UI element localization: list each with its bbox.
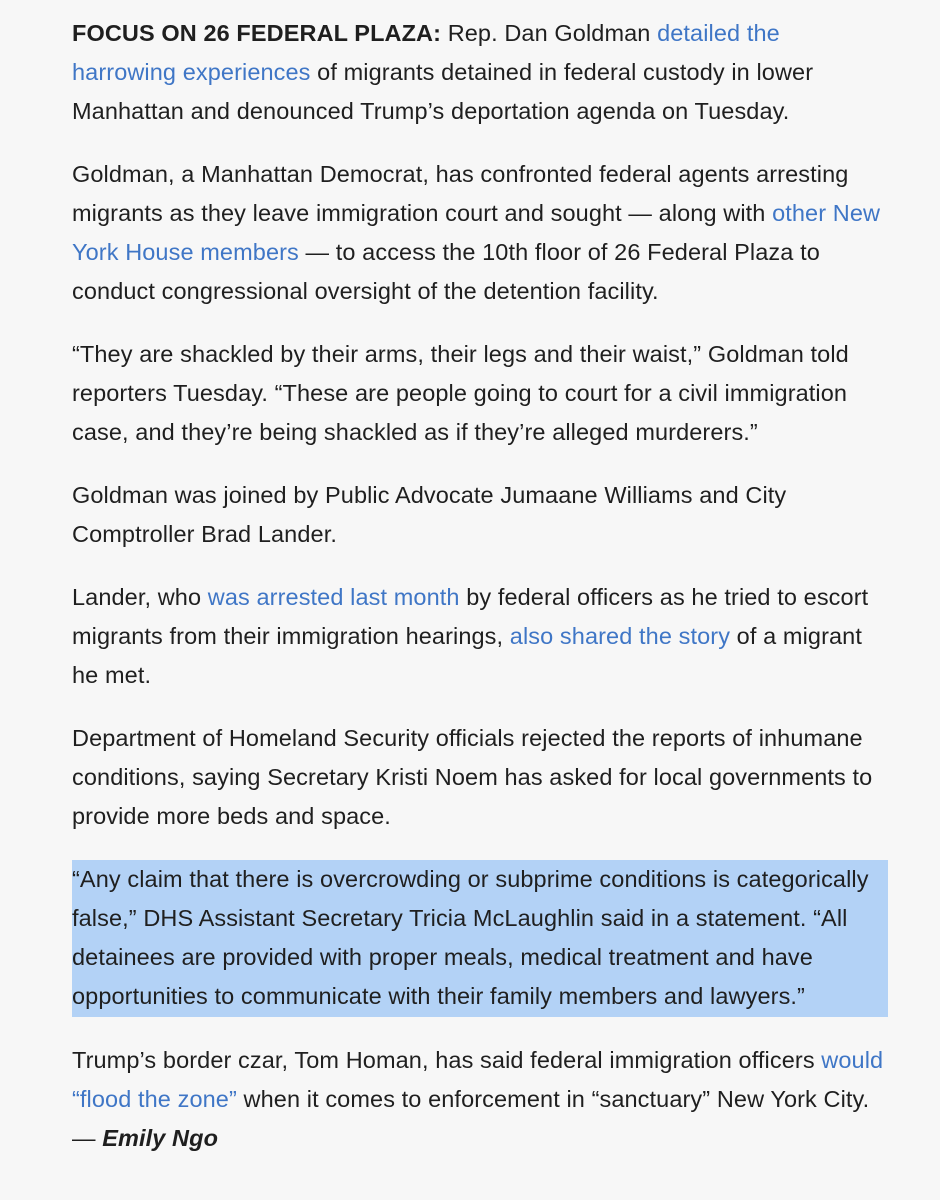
paragraph-goldman-confronted [72, 155, 884, 311]
paragraph-text: “They are shackled by their arms, their legs and their waist,” Goldman told reporters Tuesday. “These are people going to court for a civil immigration case, and they’re being shackled as if they’re alleged murderers.” [72, 341, 849, 445]
link-harrowing-experiences[interactable]: detailed the harrowing experiences [72, 20, 780, 85]
paragraph-text: Rep. Dan Goldman [441, 20, 658, 46]
link-other-house-members[interactable]: other New York House members [72, 200, 881, 265]
paragraph-lander [72, 578, 884, 695]
paragraph-text: of a migrant he met. [72, 623, 862, 688]
article-body [72, 14, 884, 1182]
paragraph-text: Department of Homeland Security officials rejected the reports of inhumane conditions, saying Secretary Kristi Noem has asked for local governments to provide more beds and space. [72, 725, 873, 829]
paragraph-text: of migrants detained in federal custody in lower Manhattan and denounced Trump’s deportation agenda on Tuesday. [72, 59, 814, 124]
paragraph-intro [72, 14, 884, 131]
paragraph-dhs-rejected [72, 719, 884, 836]
paragraph-text: by federal officers as he tried to escort migrants from their immigration hearings, [72, 584, 869, 649]
author-byline: Emily Ngo [102, 1125, 219, 1151]
link-arrested-last-month[interactable]: was arrested last month [207, 584, 460, 610]
link-flood-the-zone[interactable]: would “flood the zone” [72, 1047, 884, 1112]
paragraph-quote-shackled [72, 335, 884, 452]
section-lead: FOCUS ON 26 FEDERAL PLAZA: [72, 20, 442, 46]
paragraph-text: — to access the 10th floor of 26 Federal Plaza to conduct congressional oversight of the detention facility. [72, 239, 820, 304]
paragraph-highlighted-quote[interactable] [72, 860, 888, 1017]
paragraph-text: Lander, who [72, 584, 208, 610]
paragraph-text: Goldman, a Manhattan Democrat, has confronted federal agents arresting migrants as they leave immigration court and sought — along with [72, 161, 849, 226]
paragraph-text: Goldman was joined by Public Advocate Jumaane Williams and City Comptroller Brad Lander. [72, 482, 787, 547]
paragraph-text: when it comes to enforcement in “sanctuary” New York City. — [72, 1086, 870, 1151]
paragraph-joined-by [72, 476, 884, 554]
paragraph-homan [72, 1041, 884, 1158]
link-shared-the-story[interactable]: also shared the story [509, 623, 731, 649]
highlighted-text: “Any claim that there is overcrowding or subprime conditions is categorically false,” DHS Assistant Secretary Tricia McLaughlin said in a statement. “All detainees are provided with proper meals, medical treatment and have opportunities to communicate with their family members and lawyers.” [72, 866, 869, 1009]
paragraph-text: Trump’s border czar, Tom Homan, has said federal immigration officers [72, 1047, 822, 1073]
